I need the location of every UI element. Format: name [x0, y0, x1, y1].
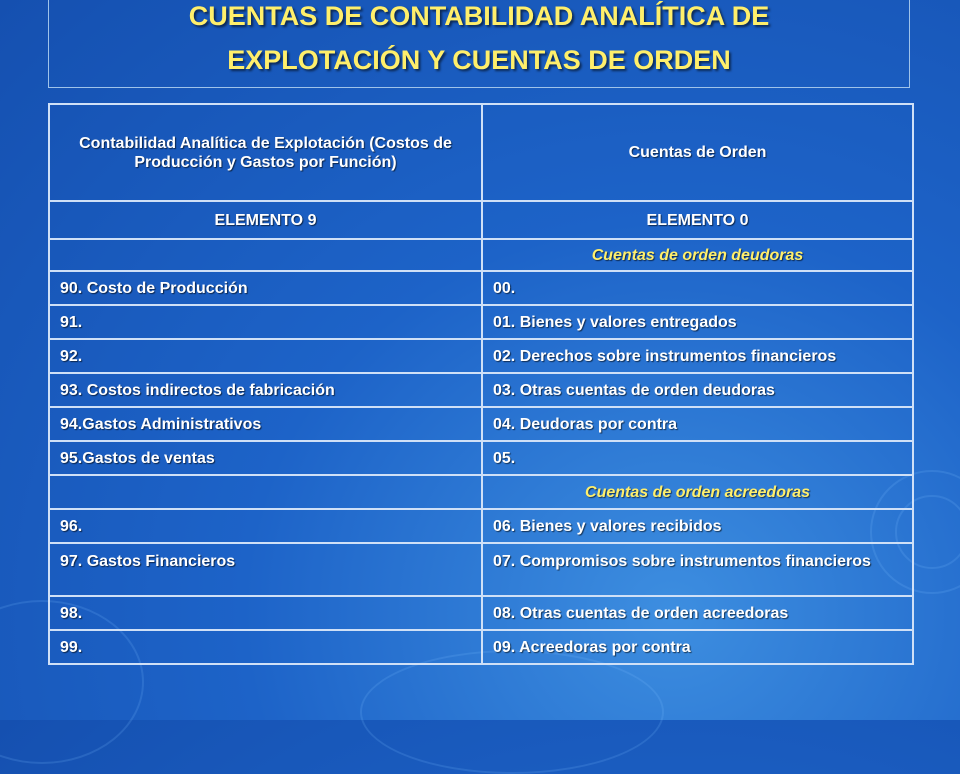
account-90: 90. Costo de Producción — [49, 271, 482, 305]
account-91: 91. — [49, 305, 482, 339]
account-93: 93. Costos indirectos de fabricación — [49, 373, 482, 407]
account-96: 96. — [49, 509, 482, 543]
title-line-1: CUENTAS DE CONTABILIDAD ANALÍTICA DE — [188, 1, 770, 31]
element-0: ELEMENTO 0 — [482, 201, 913, 239]
account-01: 01. Bienes y valores entregados — [482, 305, 913, 339]
table-row — [49, 407, 913, 441]
account-97: 97. Gastos Financieros — [49, 543, 482, 596]
element-9: ELEMENTO 9 — [49, 201, 482, 239]
account-09: 09. Acreedoras por contra — [482, 630, 913, 664]
table-row — [49, 596, 913, 630]
empty-cell — [49, 239, 482, 271]
decorative-ripple — [360, 650, 664, 774]
account-06: 06. Bienes y valores recibidos — [482, 509, 913, 543]
accounts-table — [48, 103, 914, 665]
header-analytic-accounting: Contabilidad Analítica de Explotación (Costos de Producción y Gastos por Función) — [49, 104, 482, 201]
account-03: 03. Otras cuentas de orden deudoras — [482, 373, 913, 407]
account-92: 92. — [49, 339, 482, 373]
deudoras-subheader-row — [49, 239, 913, 271]
acreedoras-subheader-row — [49, 475, 913, 509]
table-row — [49, 543, 913, 596]
table-row — [49, 339, 913, 373]
element-row — [49, 201, 913, 239]
header-memorandum-accounts: Cuentas de Orden — [482, 104, 913, 201]
account-98: 98. — [49, 596, 482, 630]
slide-title — [48, 0, 910, 88]
table-row — [49, 305, 913, 339]
empty-cell — [49, 475, 482, 509]
account-08: 08. Otras cuentas de orden acreedoras — [482, 596, 913, 630]
table-header-row — [49, 104, 913, 201]
table-row — [49, 271, 913, 305]
table-row — [49, 509, 913, 543]
table-row — [49, 373, 913, 407]
account-95: 95.Gastos de ventas — [49, 441, 482, 475]
title-line-2: EXPLOTACIÓN Y CUENTAS DE ORDEN — [227, 45, 731, 75]
account-99: 99. — [49, 630, 482, 664]
account-02: 02. Derechos sobre instrumentos financieros — [482, 339, 913, 373]
account-04: 04. Deudoras por contra — [482, 407, 913, 441]
account-00: 00. — [482, 271, 913, 305]
acreedoras-title: Cuentas de orden acreedoras — [482, 475, 913, 509]
account-94: 94.Gastos Administrativos — [49, 407, 482, 441]
table-row — [49, 630, 913, 664]
account-05: 05. — [482, 441, 913, 475]
deudoras-title: Cuentas de orden deudoras — [482, 239, 913, 271]
account-07: 07. Compromisos sobre instrumentos financieros — [482, 543, 913, 596]
table-row — [49, 441, 913, 475]
